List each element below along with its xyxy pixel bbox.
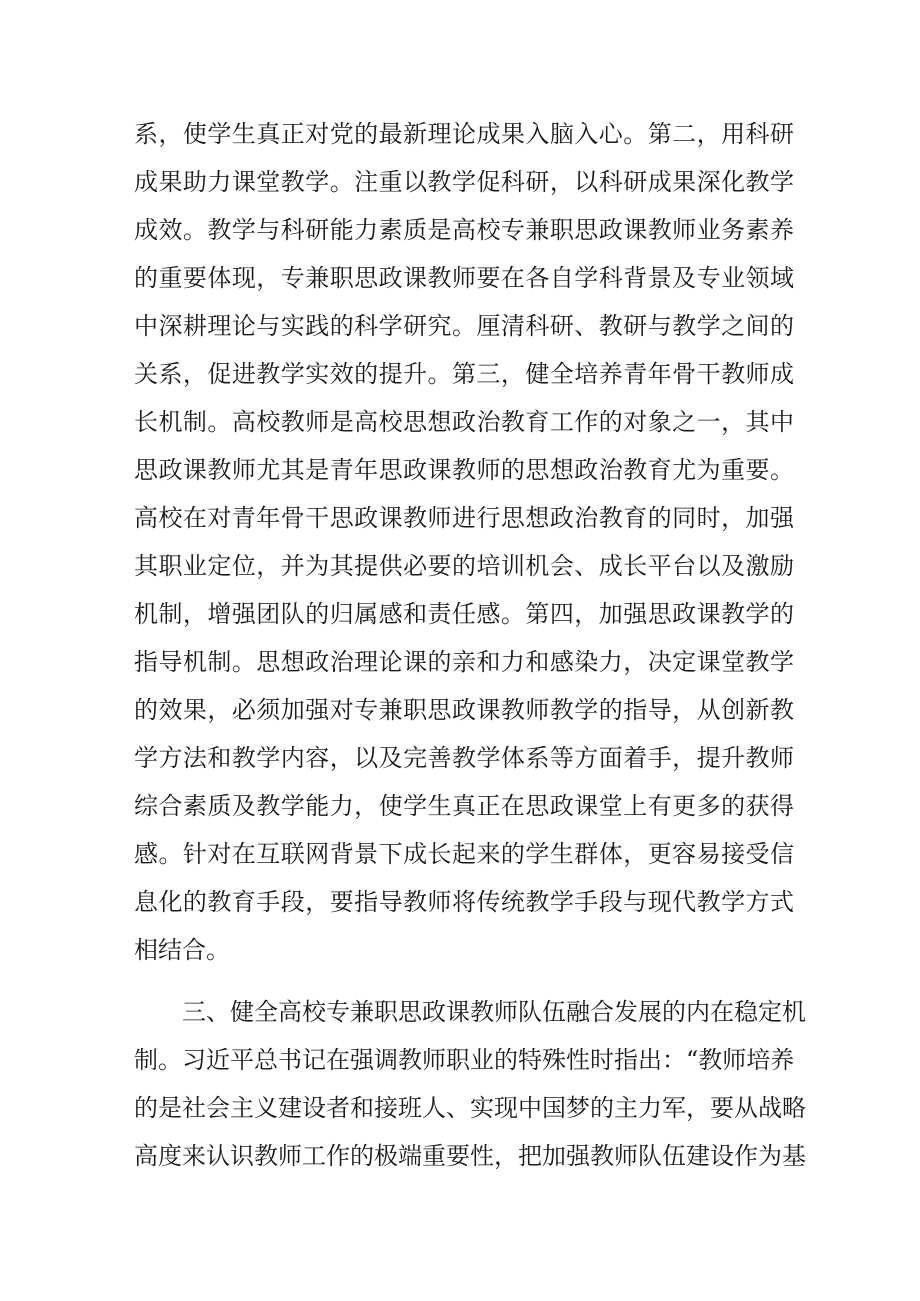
text-line: 高校在对青年骨干思政课教师进行思想政治教育的同时，加强 (134, 504, 794, 532)
text-line: 思政课教师尤其是青年思政课教师的思想政治教育尤为重要。 (134, 456, 794, 484)
text-line: 长机制。高校教师是高校思想政治教育工作的对象之一，其中 (134, 408, 794, 436)
text-line: 系，使学生真正对党的最新理论成果入脑入心。第二，用科研 (134, 120, 794, 148)
text-line: 成效。教学与科研能力素质是高校专兼职思政课教师业务素养 (134, 216, 794, 244)
text-line: 制。习近平总书记在强调教师职业的特殊性时指出：“教师培养 (134, 1046, 795, 1074)
text-line: 其职业定位，并为其提供必要的培训机会、成长平台以及激励 (134, 552, 794, 580)
text-line: 息化的教育手段，要指导教师将传统教学手段与现代教学方式 (134, 888, 794, 916)
text-line: 关系，促进教学实效的提升。第三，健全培养青年骨干教师成 (134, 360, 794, 388)
text-line: 成果助力课堂教学。注重以教学促科研，以科研成果深化教学 (134, 168, 794, 196)
text-line: 的是社会主义建设者和接班人、实现中国梦的主力军，要从战略 (134, 1094, 806, 1122)
paragraph-1 (134, 110, 794, 974)
paragraph-spacer (134, 974, 794, 988)
text-line: 中深耕理论与实践的科学研究。厘清科研、教研与教学之间的 (134, 312, 794, 340)
text-line: 的效果，必须加强对专兼职思政课教师教学的指导，从创新教 (134, 696, 794, 724)
text-line: 感。针对在互联网背景下成长起来的学生群体，更容易接受信 (134, 840, 794, 868)
text-line: 三、健全高校专兼职思政课教师队伍融合发展的内在稳定机 (182, 998, 806, 1026)
text-line: 高度来认识教师工作的极端重要性，把加强教师队伍建设作为基 (134, 1142, 806, 1170)
text-line: 指导机制。思想政治理论课的亲和力和感染力，决定课堂教学 (134, 648, 794, 676)
text-line: 机制，增强团队的归属感和责任感。第四，加强思政课教学的 (134, 600, 794, 628)
text-line: 的重要体现，专兼职思政课教师要在各自学科背景及专业领域 (134, 264, 794, 292)
body-text (134, 110, 806, 1180)
paragraph-2 (134, 988, 806, 1180)
text-line: 相结合。 (134, 936, 230, 964)
text-line: 综合素质及教学能力，使学生真正在思政课堂上有更多的获得 (134, 792, 794, 820)
text-line: 学方法和教学内容，以及完善教学体系等方面着手，提升教师 (134, 744, 794, 772)
